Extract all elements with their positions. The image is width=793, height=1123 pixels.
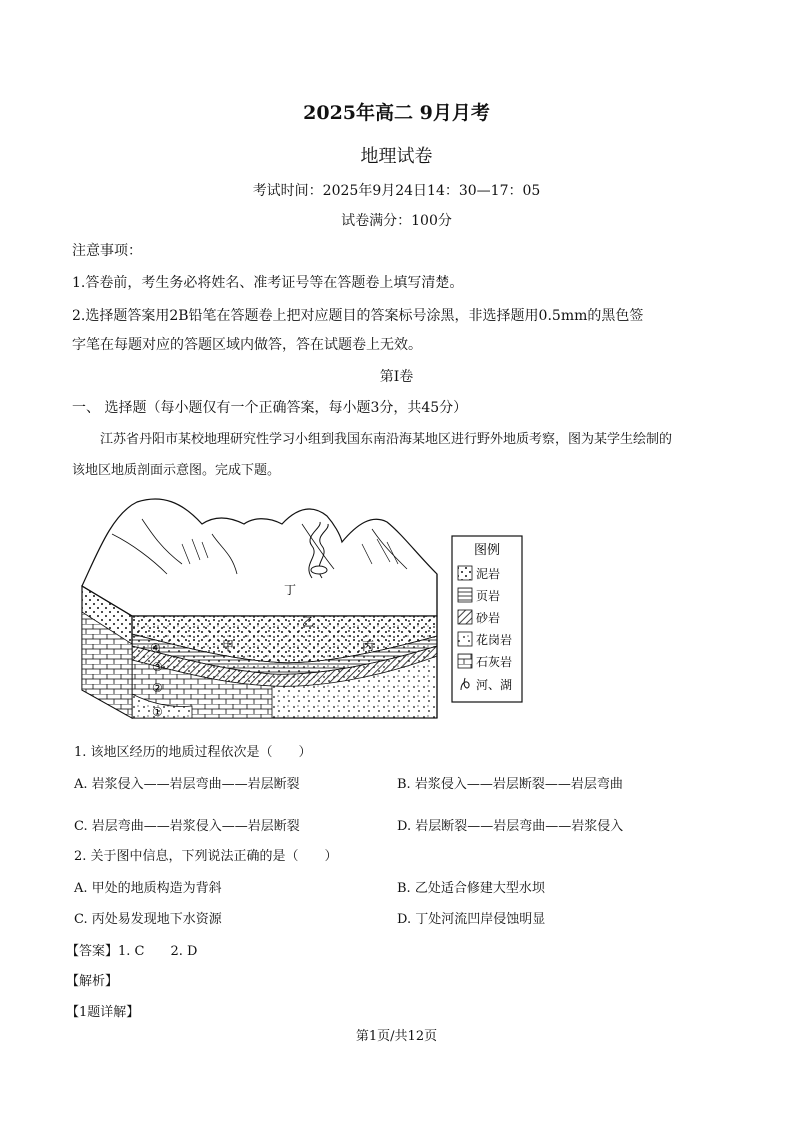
q1-option-b[interactable]: B. 岩浆侵入——岩层断裂——岩层弯曲 [397,777,623,792]
answer-label: 【答案】 [66,944,119,959]
passage-line-1: 江苏省丹阳市某校地理研究性学习小组到我国东南沿海某地区进行野外地质考察，图为某学生绘制的 [100,432,673,447]
note-item-2-line-1: 2.选择题答案用2B铅笔在答题卷上把对应题目的答案标号涂黑，非选择题用0.5mm的黑色签 [72,308,644,324]
page-number: 第1页/共12页 [355,1029,438,1044]
q1-option-a[interactable]: A. 岩浆侵入——岩层弯曲——岩层断裂 [74,777,300,792]
question-1-stem: 1. 该地区经历的地质过程依次是（ ） [74,745,312,760]
legend-item-sandstone: 砂岩 [476,611,501,625]
analysis-label: 【解析】 [66,974,119,989]
q2-option-b[interactable]: B. 乙处适合修建大型水坝 [397,881,545,896]
exam-time: 考试时间：2025年9月24日14：30—17：05 [252,183,541,199]
legend-item-limestone: 石灰岩 [476,655,513,669]
question-2-stem: 2. 关于图中信息，下列说法正确的是（ ） [74,849,338,864]
exam-title: 2025年高二 9月月考 [303,102,490,124]
q2-option-d[interactable]: D. 丁处河流凹岸侵蚀明显 [397,912,546,927]
q2-option-c[interactable]: C. 丙处易发现地下水资源 [74,912,222,927]
label-1: ① [152,705,163,719]
legend-item-shale: 页岩 [476,589,501,603]
q2-option-a[interactable]: A. 甲处的地质构造为背斜 [74,881,222,896]
label-yi: 乙 [302,615,315,629]
legend-item-mudstone: 泥岩 [476,567,501,581]
legend-title: 图例 [473,543,501,558]
full-score: 试卷满分：100分 [341,213,452,229]
label-bing: 丙 [362,639,375,653]
geologic-section-figure [72,494,532,726]
part-label: 第I卷 [379,369,414,385]
detail-label: 【1题详解】 [66,1005,140,1020]
answer-line [66,940,197,959]
answer-value: 1. C 2. D [118,944,198,959]
label-4: ④ [150,641,161,655]
legend-item-granite: 花岗岩 [476,633,513,647]
subject-title: 地理试卷 [360,146,433,167]
notes-heading: 注意事项： [72,243,142,259]
note-item-1: 1.答卷前，考生务必将姓名、准考证号等在答题卷上填写清楚。 [72,275,464,291]
label-jia: 甲 [222,639,235,653]
section-title: 一、 选择题（每小题仅有一个正确答案，每小题3分，共45分） [72,400,468,416]
legend-item-river-lake: 河、湖 [476,678,513,692]
label-ding: 丁 [284,583,297,597]
q1-option-c[interactable]: C. 岩层弯曲——岩浆侵入——岩层断裂 [74,819,300,834]
passage-line-2: 该地区地质剖面示意图。完成下题。 [72,463,281,478]
q1-option-d[interactable]: D. 岩层断裂——岩层弯曲——岩浆侵入 [397,819,624,834]
label-3: ③ [152,660,163,674]
label-2: ② [152,681,163,695]
note-item-2-line-2: 字笔在每题对应的答题区域内做答，答在试题卷上无效。 [72,337,422,353]
